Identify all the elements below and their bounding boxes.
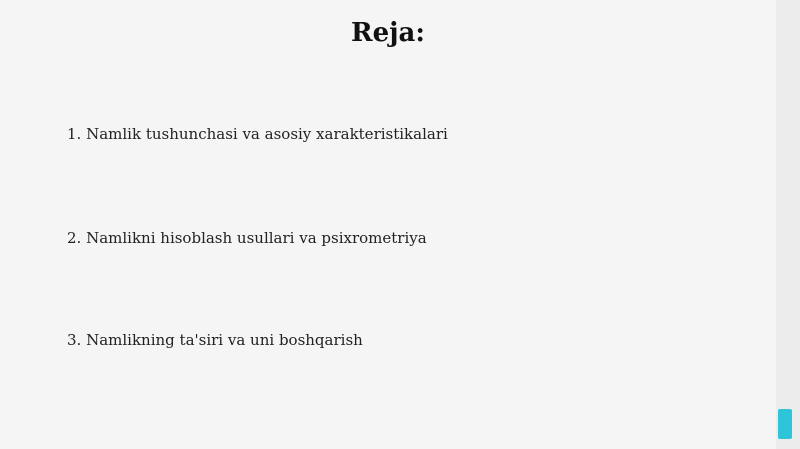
plan-item-2: 2. Namlikni hisoblash usullari va psixrometriya	[67, 229, 427, 247]
plan-item-1: 1. Namlik tushunchasi va asosiy xarakteristikalari	[67, 125, 448, 143]
scrollbar-thumb[interactable]	[778, 409, 792, 439]
scrollbar-track[interactable]	[776, 0, 800, 449]
slide-title: Reja:	[350, 18, 425, 48]
plan-item-3: 3. Namlikning ta'siri va uni boshqarish	[67, 331, 363, 349]
